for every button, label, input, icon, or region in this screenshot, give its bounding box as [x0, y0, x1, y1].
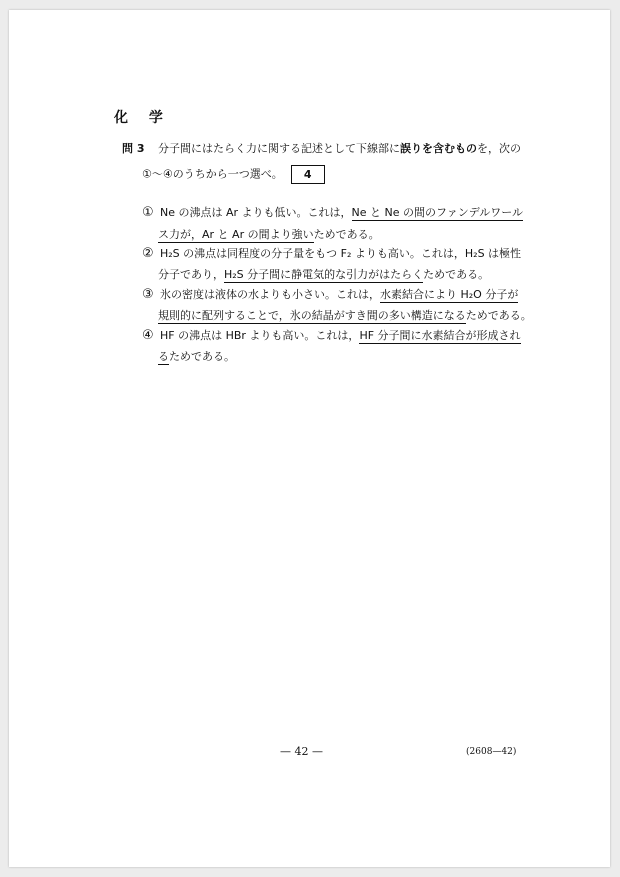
option-3 [142, 284, 518, 306]
subject-heading: 化 学 [114, 110, 171, 126]
option-text: 氷の密度は液体の水よりも小さい。これは， [160, 288, 380, 301]
underlined-text: ス力が，Ar と Ar の間より強い [158, 228, 314, 241]
question-instruction: のうちから一つ選べ。 [172, 167, 283, 181]
option-number: ④ [142, 328, 154, 343]
option-3-line2 [158, 305, 532, 327]
page-code: (2608—42) [466, 747, 517, 757]
question-text-a: 分子間にはたらく力に関する記述として下線部に [158, 142, 400, 155]
option-text: 分子であり， [158, 268, 224, 281]
option-number: ③ [142, 287, 154, 302]
option-2-line2 [158, 264, 489, 286]
underlined-text: 水素結合により H₂O 分子が [380, 288, 519, 301]
option-1 [142, 202, 523, 224]
page-number: — 42 — [280, 745, 323, 758]
answer-box: 4 [291, 165, 325, 184]
underlined-text: Ne と Ne の間のファンデルワール [351, 206, 524, 219]
option-text: ためである。 [465, 309, 532, 322]
question-range: ①〜④ [142, 167, 173, 181]
option-text: ためである。 [313, 228, 380, 241]
option-text: ためである。 [169, 350, 235, 363]
question-text-b: を，次の [477, 142, 521, 155]
option-number: ① [142, 205, 154, 220]
exam-page [9, 10, 610, 867]
option-number: ② [142, 246, 154, 261]
option-text: Ne の沸点は Ar よりも低い。これは， [160, 206, 352, 219]
underlined-text: る [158, 350, 169, 363]
option-4 [142, 325, 521, 347]
question-label: 問 3 [122, 142, 145, 155]
option-text: HF の沸点は HBr よりも高い。これは， [160, 329, 360, 342]
question-text [158, 140, 521, 156]
underlined-text: HF 分子間に水素結合が形成され [359, 329, 521, 342]
question-line2 [142, 165, 325, 184]
option-text: ためである。 [423, 268, 490, 281]
option-text: H₂S の沸点は同程度の分子量をもつ F₂ よりも高い。これは，H₂S は極性 [160, 247, 522, 260]
underlined-text: H₂S 分子間に静電気的な引力がはたらく [224, 268, 424, 281]
option-4-line2 [158, 346, 235, 368]
underlined-text: 規則的に配列することで，氷の結晶がすき間の多い構造になる [158, 309, 466, 322]
question-text-bold: 誤りを含むもの [400, 142, 477, 155]
option-2 [142, 243, 521, 265]
